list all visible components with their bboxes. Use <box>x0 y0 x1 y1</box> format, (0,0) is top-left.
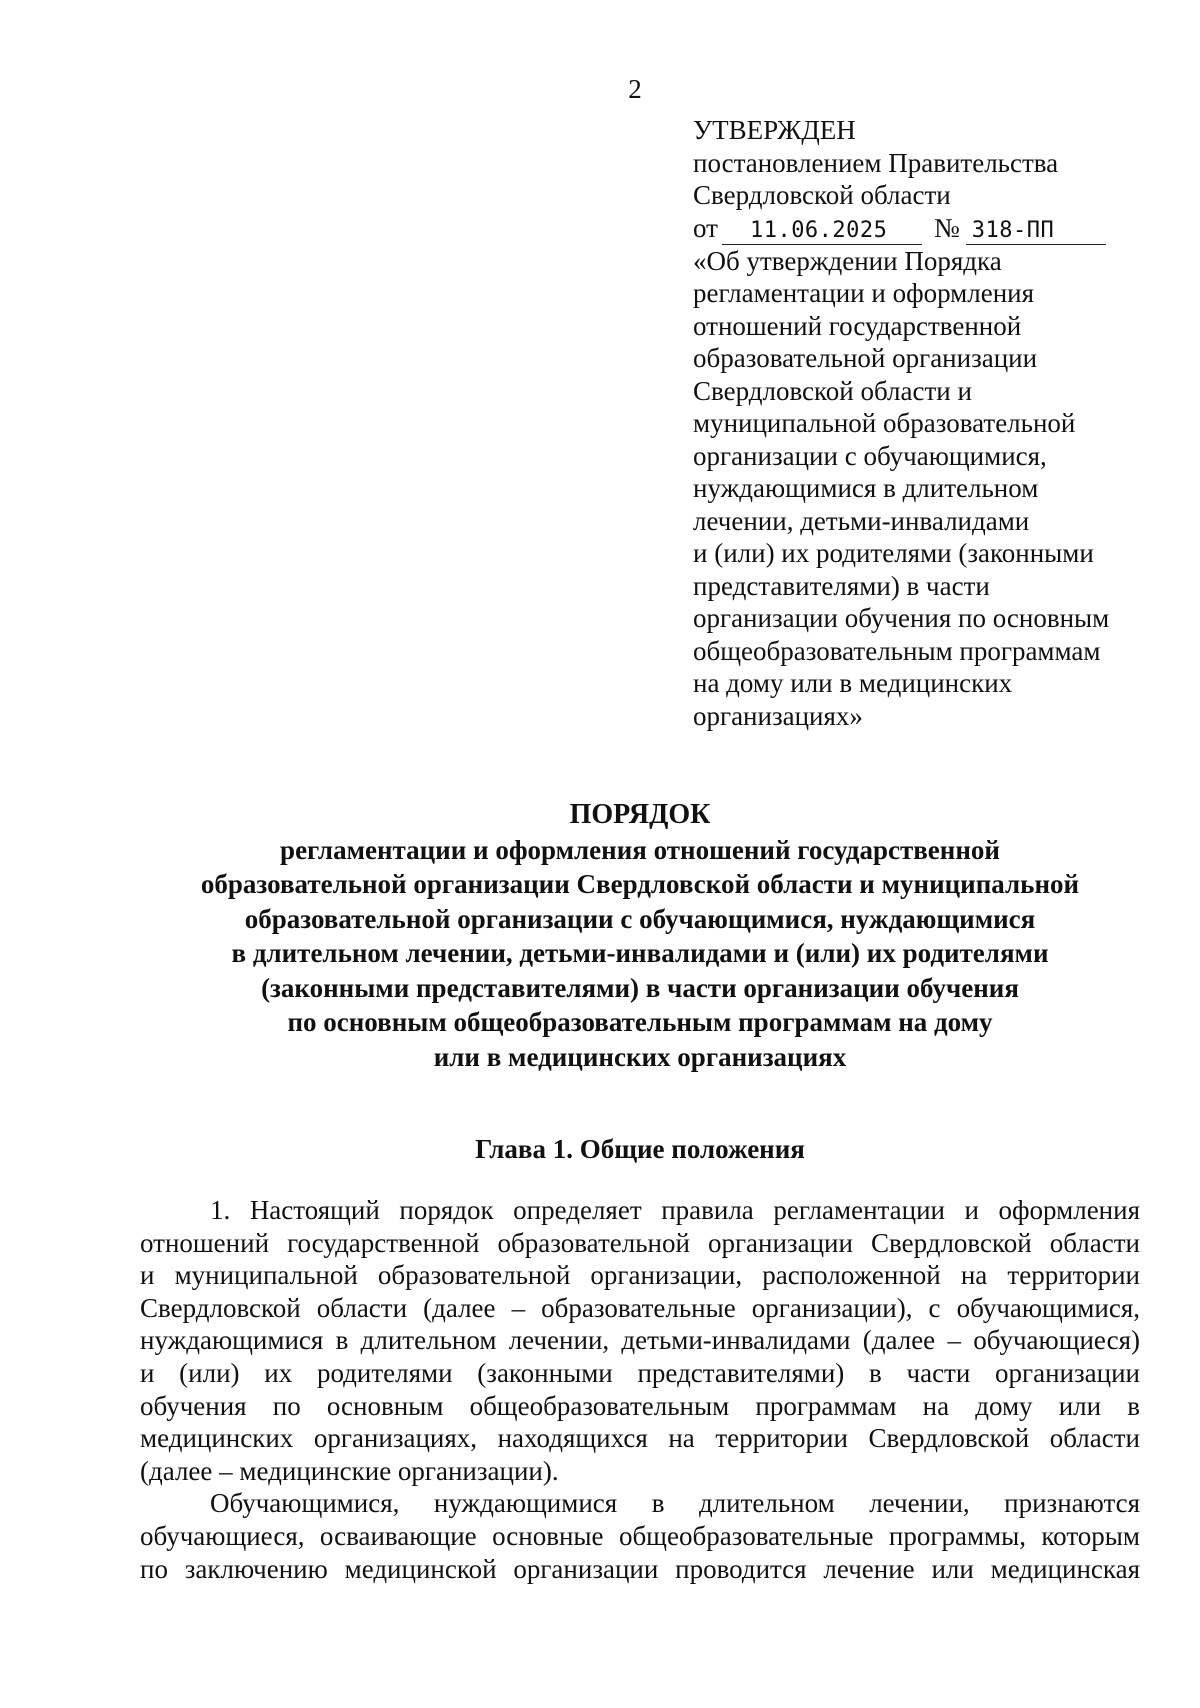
subject-line: лечении, детьми-инвалидами <box>693 505 1030 536</box>
subject-line: организациях» <box>693 700 863 731</box>
subject-line: общеобразовательным программам <box>693 635 1101 666</box>
subject-line: образовательной организации <box>693 343 1038 373</box>
subject-line: Свердловской области и <box>693 375 972 406</box>
title-line: регламентации и оформления отношений государственной <box>280 834 1000 865</box>
approval-block <box>693 114 1153 732</box>
subject-line: на дому или в медицинских <box>693 668 1013 698</box>
title-main: ПОРЯДОК <box>569 799 711 830</box>
title-line: образовательной организации с обучающимися, нуждающимися <box>244 903 1036 934</box>
number-prefix: № <box>933 212 960 243</box>
subject-line: представителями) в части <box>693 570 990 601</box>
subject-line: организации обучения по основным <box>693 603 1110 633</box>
chapter-heading: Глава 1. Общие положения <box>475 1134 805 1164</box>
paragraph-line: отношений государственной образовательной организации Свердловской области <box>140 1227 1140 1258</box>
paragraph-line: Свердловской области (далее – образовательные организации), с обучающимися, <box>140 1292 1140 1323</box>
approval-date-number-line <box>693 212 1153 245</box>
title-line: по основным общеобразовательным программам на дому <box>287 1007 993 1037</box>
paragraph-1 <box>140 1194 1140 1487</box>
paragraph-line: обучения по основным общеобразовательным программам на дому или в <box>140 1390 1140 1421</box>
subject-line: регламентации и оформления <box>693 278 1035 308</box>
subject-line: и (или) их родителями (законными <box>693 538 1094 568</box>
paragraph-line: и (или) их родителями (законными представителями) в части организации <box>140 1357 1140 1388</box>
paragraph-line: по заключению медицинской организации проводится лечение или медицинская <box>140 1553 1140 1584</box>
subject-line: «Об утверждении Порядка <box>693 245 1002 276</box>
approval-line-2: Свердловской области <box>693 180 951 210</box>
paragraph-2 <box>140 1487 1140 1585</box>
approval-heading: УТВЕРЖДЕН <box>693 115 856 145</box>
document-title <box>140 798 1140 1074</box>
date-prefix: от <box>693 212 718 243</box>
paragraph-line: Обучающимися, нуждающимися в длительном лечении, признаются <box>210 1488 1140 1519</box>
paragraph-line: и муниципальной образовательной организации, расположенной на территории <box>140 1260 1140 1291</box>
subject-line: организации с обучающимися, <box>693 440 1047 471</box>
approval-line-1: постановлением Правительства <box>693 147 1059 178</box>
title-line: или в медицинских организациях <box>433 1041 847 1072</box>
paragraph-line: медицинских организациях, находящихся на территории Свердловской области <box>140 1423 1140 1454</box>
paragraph-line: (далее – медицинские организации). <box>140 1455 559 1486</box>
subject-line: отношений государственной <box>693 310 1022 341</box>
body-text <box>140 1194 1140 1585</box>
paragraph-line: нуждающимися в длительном лечении, детьми-инвалидами (далее – обучающиеся) <box>140 1325 1140 1356</box>
date-value: 11.06.2025 <box>722 218 922 245</box>
subject-line: муниципальной образовательной <box>693 408 1076 438</box>
page-number: 2 <box>628 74 642 104</box>
title-line: (законными представителями) в части организации обучения <box>261 972 1019 1003</box>
paragraph-line: 1. Настоящий порядок определяет правила регламентации и оформления <box>210 1195 1140 1225</box>
number-value: 318-ПП <box>966 218 1106 245</box>
paragraph-line: обучающиеся, осваивающие основные общеобразовательные программы, которым <box>140 1520 1140 1551</box>
subject-line: нуждающимися в длительном <box>693 473 1039 503</box>
title-line: образовательной организации Свердловской области и муниципальной <box>200 869 1080 899</box>
title-line: в длительном лечении, детьми-инвалидами и (или) их родителями <box>231 938 1049 968</box>
